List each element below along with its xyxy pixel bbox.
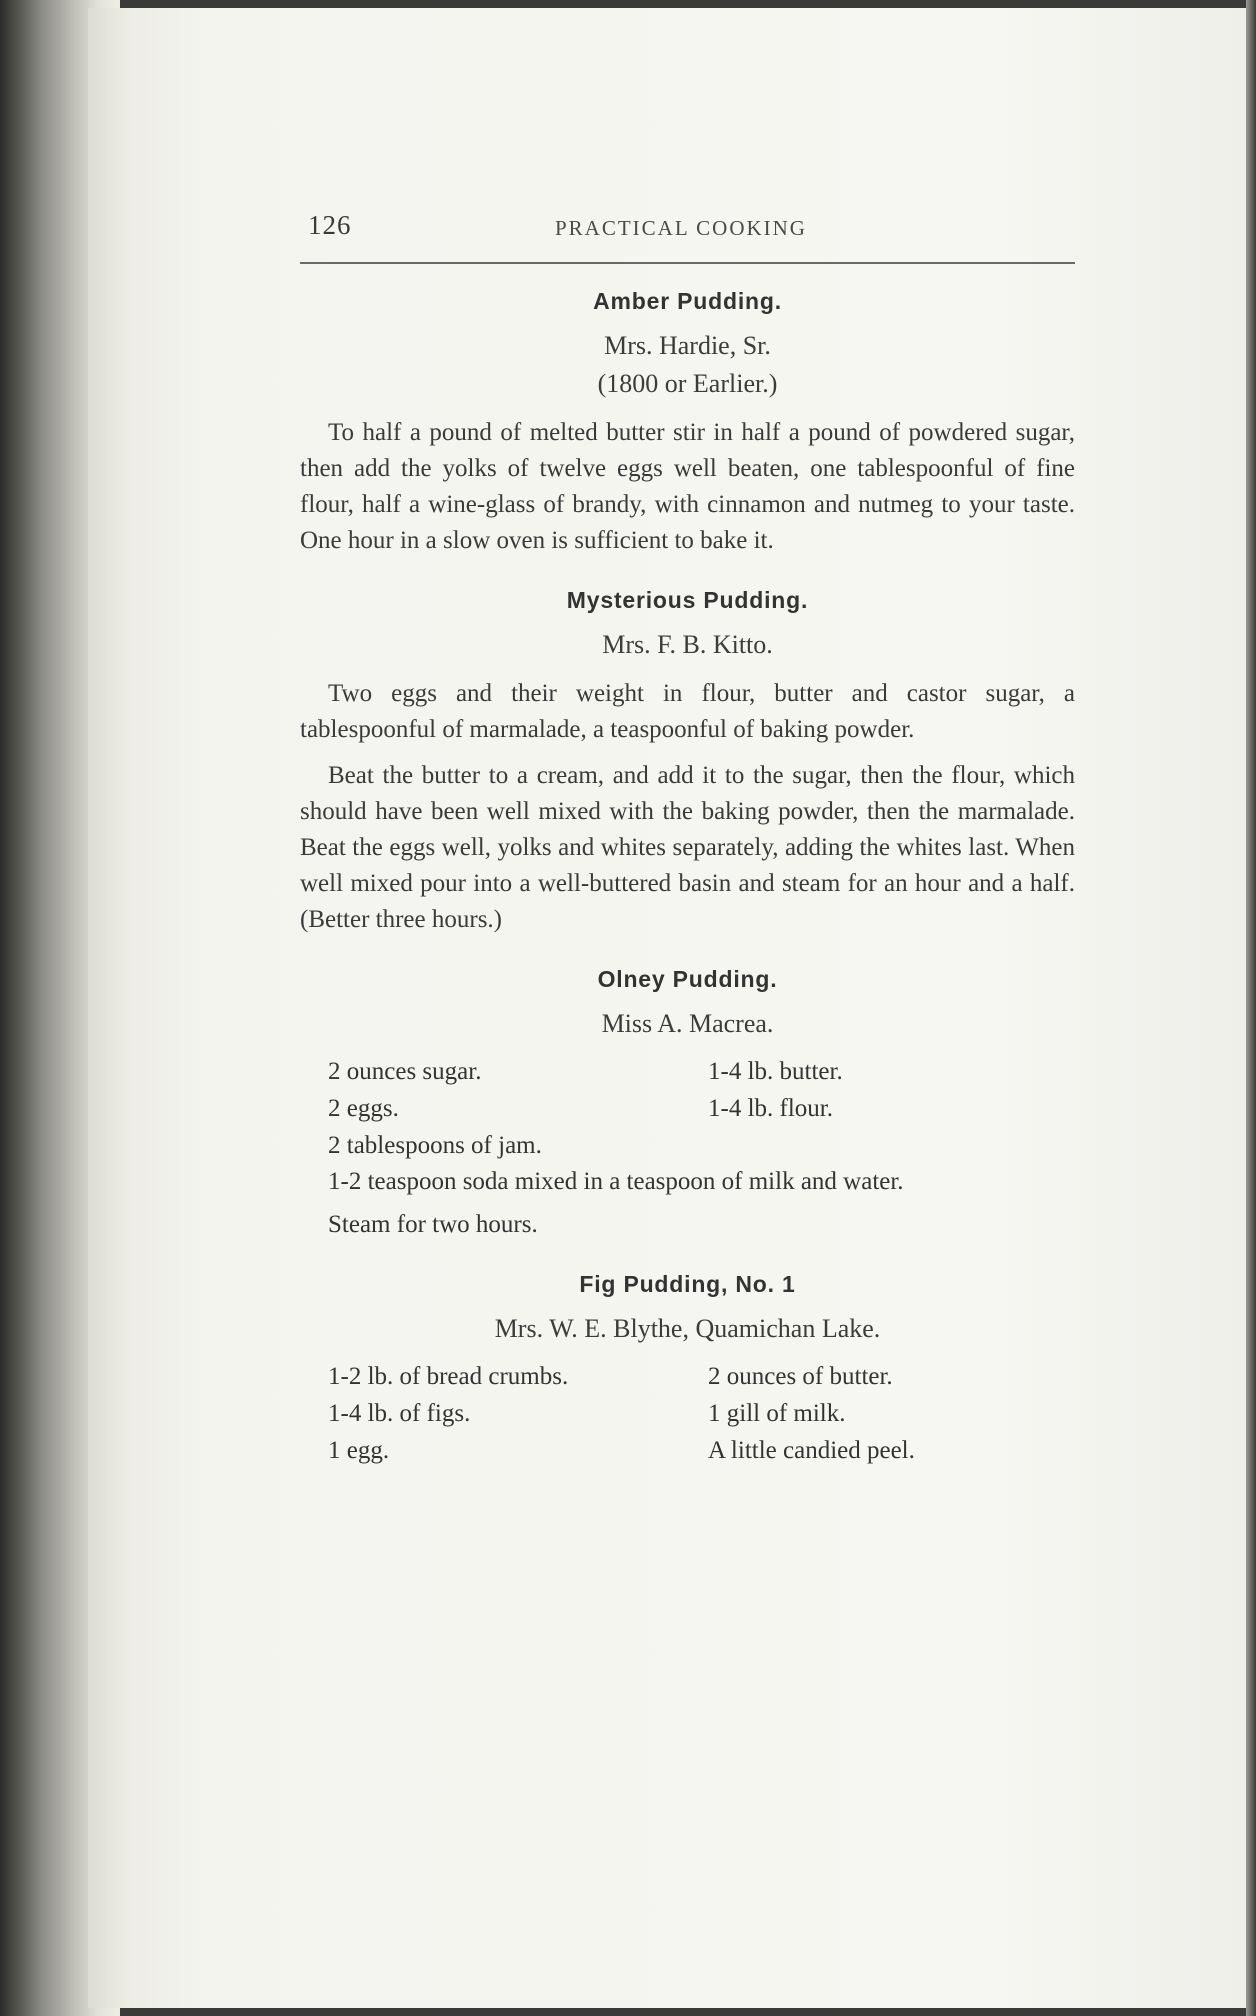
recipe-instruction: Steam for two hours. [328,1211,538,1238]
page-right-edge [1246,0,1256,2016]
running-title: PRACTICAL COOKING [555,216,807,240]
recipe-paragraph: To half a pound of melted butter stir in half a pound of powdered sugar, then add the yolks of twelve eggs well beaten, one tablespoonful of fine flour, half a wine-glass of brandy, with cinnamon and nutmeg to your taste. One hour in a slow oven is sufficient to bake it. [300,419,1075,554]
recipe-amber-pudding [300,288,1075,559]
ingredient-item: 2 tablespoons of jam. [328,1132,542,1159]
ingredient-item: 1 gill of milk. [708,1400,846,1427]
ingredient-item: 1-4 lb. flour. [708,1095,833,1122]
ingredient-item: 1 egg. [328,1437,390,1464]
ingredient-item: 1-4 lb. of figs. [328,1400,471,1427]
recipe-paragraph: Beat the butter to a cream, and add it to the sugar, then the flour, which should have been well mixed with the baking powder, then the marmalade. Beat the eggs well, yolks and whites separately, adding the whites last. When well mixed pour into a well-buttered basin and steam for an hour and a half. (Better three hours.) [300,762,1075,933]
page-content [300,210,1075,1469]
ingredient-list [300,1053,1075,1127]
recipe-fig-pudding [300,1271,1075,1469]
recipe-contributor: Mrs. F. B. Kitto. [602,630,773,659]
recipe-olney-pudding [300,966,1075,1243]
ingredient-item: 2 ounces of butter. [708,1363,893,1390]
recipe-title: Amber Pudding. [593,288,782,314]
page-number: 126 [308,210,352,240]
recipe-title: Olney Pudding. [597,966,778,992]
recipe-title: Mysterious Pudding. [566,587,809,613]
recipe-mysterious-pudding [300,587,1075,938]
ingredient-item: 1-4 lb. butter. [708,1058,843,1085]
header-rule [300,262,1075,264]
recipe-contributor: Mrs. W. E. Blythe, Quamichan Lake. [494,1314,881,1343]
ingredient-item: A little candied peel. [708,1437,915,1464]
ingredient-item: 1-2 lb. of bread crumbs. [328,1363,569,1390]
recipe-contributor: Miss A. Macrea. [601,1009,774,1038]
ingredient-list [300,1358,1075,1469]
ingredient-soda-line: 1-2 teaspoon soda mixed in a teaspoon of milk and water. [328,1168,904,1195]
recipe-contributor: Mrs. Hardie, Sr. [604,331,771,360]
recipe-date-note: (1800 or Earlier.) [597,369,778,398]
ingredient-item: 2 ounces sugar. [328,1058,482,1085]
running-head [300,210,1075,250]
ingredient-item: 2 eggs. [328,1095,399,1122]
recipe-paragraph: Two eggs and their weight in flour, butter and castor sugar, a tablespoonful of marmalade, a teaspoonful of baking powder. [300,680,1075,743]
recipe-title: Fig Pudding, No. 1 [579,1271,796,1297]
